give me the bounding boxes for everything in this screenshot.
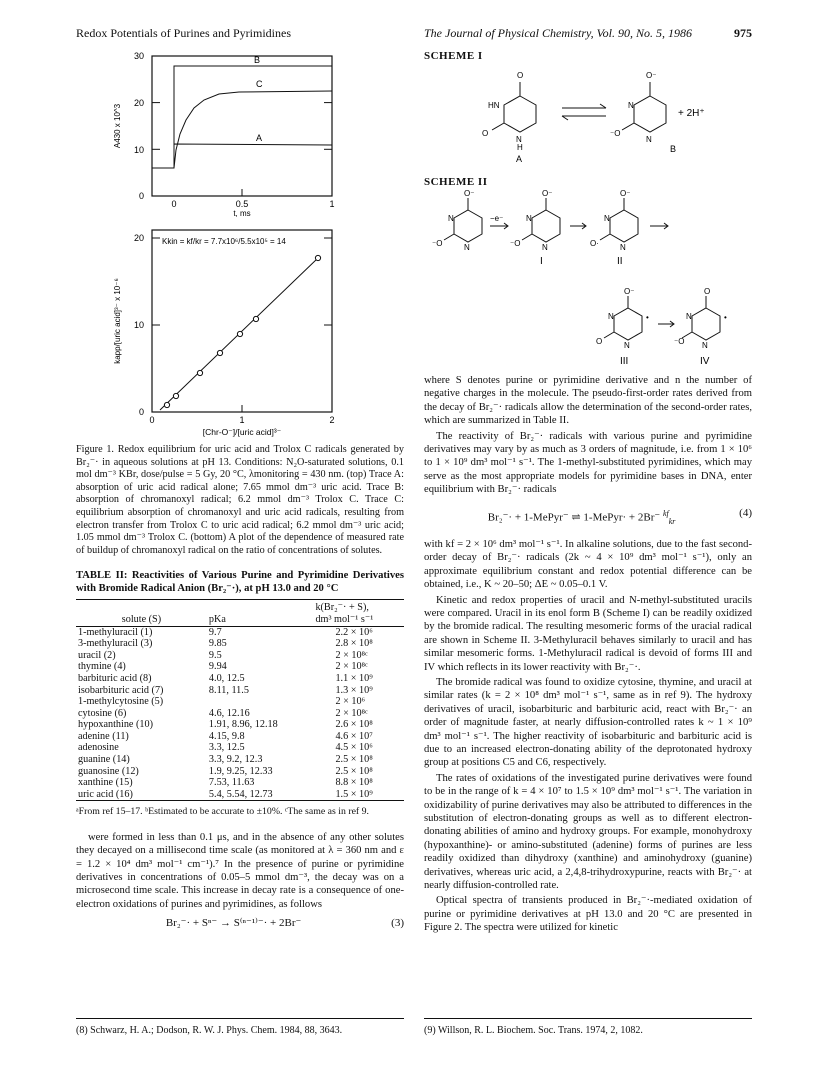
kinetics-annotation: Kkin = kf/kr = 7.7x10⁶/5.5x10⁵ = 14 <box>162 237 286 246</box>
equation-4-formula <box>424 507 739 528</box>
table-cell-pka: 5.4, 5.54, 12.73 <box>207 789 314 801</box>
equation-4-kf: kf <box>662 508 669 518</box>
table-cell-k: 2.5 × 10⁸ <box>335 765 373 777</box>
table-cell-pka <box>207 696 314 708</box>
svg-text:•: • <box>646 313 649 322</box>
footnote-left: (8) Schwarz, H. A.; Dodson, R. W. J. Phys. Chem. 1984, 88, 3643. <box>76 1018 404 1036</box>
svg-text:O: O <box>482 129 489 138</box>
scheme2-label-iv: IV <box>700 356 710 367</box>
equation-4-text: Br₂⁻· + 1-MePyr⁻ ⇌ 1-MePyr· + 2Br⁻ <box>487 511 661 524</box>
equation-3 <box>76 917 404 930</box>
equation-4-kr: kr <box>668 516 676 526</box>
y-tick: 10 <box>133 145 144 155</box>
svg-text:O·: O· <box>590 239 599 248</box>
table-cell-pka: 8.11, 11.5 <box>208 684 249 696</box>
table-cell-k: 1.1 × 10⁹ <box>335 672 373 684</box>
scheme1-label-b: B <box>670 144 677 154</box>
svg-text:⁻O: ⁻O <box>510 239 521 248</box>
svg-text:N: N <box>542 243 548 252</box>
svg-text:N: N <box>464 243 470 252</box>
table-cell-solute: 3-methyluracil (3) <box>78 638 153 650</box>
table2-footnote: ᵃFrom ref 15–17. ᵇEstimated to be accurate to ±10%. ᶜThe same as in ref 9. <box>76 806 369 818</box>
table-row <box>76 719 404 731</box>
trace-label-b: B <box>254 55 261 65</box>
scheme2-label: SCHEME II <box>424 176 488 188</box>
table-cell-k: 2.2 × 10⁶ <box>335 626 373 638</box>
table-row <box>76 638 404 650</box>
y-tick: 0 <box>138 407 144 417</box>
svg-text:N: N <box>448 214 454 223</box>
table-cell-k: 2 × 10⁸ᶜ <box>335 649 368 661</box>
table-header-pka: pKa <box>207 614 314 626</box>
figure1-bottom-panel <box>104 224 354 440</box>
svg-text:N: N <box>686 312 692 321</box>
table-cell-k: 8.8 × 10⁸ <box>335 777 373 789</box>
svg-text:⁻O: ⁻O <box>610 129 621 138</box>
body-paragraph: The rates of oxidations of the investigated purine derivatives were found to be in the range of k = 4 × 10⁷ to 1.5 × 10⁹ dm³ mol⁻¹ s⁻¹. The variation in oxidizability of purine derivatives may also be attributed to differences in the substitution of electron-donating groups as well as to different electron-donating abilities of amino and hydroxy groups. For example, monohydroxy (hypoxanthine)- or amino-substituted (adenine) forms of purines are less readily oxidized than dihydroxy (xanthine) and aminohydroxy (guanine) derivatives, whereas uric acid, a 2,4,8-trihydroxypurine, reacts with Br₂⁻· at nearly diffusion-controlled rate. <box>424 772 752 892</box>
running-header-title: Redox Potentials of Purines and Pyrimidines <box>76 26 291 40</box>
svg-text:O: O <box>596 337 603 346</box>
y-axis-label: kapp/[uric acid]³⁻ x 10⁻⁶ <box>113 278 122 364</box>
table-cell-pka: 1.9, 9.25, 12.33 <box>208 765 273 777</box>
table-cell-k: 2 × 10⁸ᶜ <box>335 661 368 673</box>
figure1-caption: Figure 1. Redox equilibrium for uric acid and Trolox C radicals generated by Br₂⁻· in aqueous solutions at pH 13. Conditions: N₂O-saturated solutions, 0.1 mol dm⁻³ KBr, dose/pulse = 5 Gy, 20 °C, λmonitoring = 430 nm. (top) Trace A: absorption of uric acid radical alone; 7.65 mmol dm⁻³ uric acid. Trace B: absorption of chromanoxyl radical; 6.2 mmol dm⁻³ Trolox C. Trace C: equilibrium absorption of chromanoxyl and uric acid radicals, resulting from electron transfer from Trolox C to uric acid radical; 6.2 mmol dm⁻³ uric acid; 1.05 mmol dm⁻³ Trolox C. (bottom) A plot of the dependence of measured rate of buildup of chromanoxyl radical on the ratio of concentrations of solutes. <box>76 444 404 556</box>
equation-4 <box>424 507 752 528</box>
svg-text:O⁻: O⁻ <box>624 287 635 296</box>
scheme2-label-i: I <box>540 256 543 267</box>
table-cell-k: 1.5 × 10⁹ <box>313 789 404 801</box>
table-cell-pka: 9.5 <box>208 649 222 661</box>
table-cell-solute: xanthine (15) <box>78 777 133 789</box>
scheme1-plus-protons: + 2H⁺ <box>678 108 705 119</box>
running-header-journal <box>424 26 752 41</box>
svg-text:N: N <box>526 214 532 223</box>
body-paragraph: where S denotes purine or pyrimidine derivative and n the number of negative charges in the molecule. The pseudo-first-order rates derived from the decay of Br₂⁻· radicals allow the determination of the second-order rates, which are summarized in Table II. <box>424 375 752 427</box>
equation-4-number: (4) <box>739 506 752 519</box>
x-tick: 1 <box>329 199 335 209</box>
scheme2-label-iii: III <box>620 356 629 367</box>
svg-text:N: N <box>702 341 708 350</box>
svg-text:N: N <box>646 135 652 144</box>
svg-text:N: N <box>516 135 522 144</box>
scheme1-label: SCHEME I <box>424 50 483 62</box>
svg-text:N: N <box>608 312 614 321</box>
right-column <box>424 374 752 937</box>
table-row <box>76 708 404 720</box>
body-paragraph: The reactivity of Br₂⁻· radicals with various purine and pyrimidine derivatives may vary by as much as 3 orders of magnitude, i.e. from 1 × 10⁶ to 1 × 10⁹ dm³ mol⁻¹ s⁻¹. The 1-methyl-substituted pyrimidines, which may serve as the most appropriate models for pyrimidine bases in DNA, enter equilibrium with Br₂⁻· radicals <box>424 430 752 496</box>
svg-text:•: • <box>724 313 727 322</box>
footnote-right: (9) Willson, R. L. Biochem. Soc. Trans. 1974, 2, 1082. <box>424 1018 752 1036</box>
body-paragraph: with kf = 2 × 10⁶ dm³ mol⁻¹ s⁻¹. In alkaline solutions, due to the fast second-order decay of Br₂⁻· radicals (2k ~ 4 × 10⁹ dm³ mol⁻¹ s⁻¹), only an approximate equilibrium constant and redox potential difference can be obtained, i.e., K ~ 20–50; ΔE ~ 0.05–0.1 V. <box>424 538 752 591</box>
y-tick: 10 <box>133 320 144 330</box>
table-row <box>76 777 404 789</box>
table-cell-k: 2 × 10⁸ᶜ <box>335 707 368 719</box>
table-cell-solute: hypoxanthine (10) <box>78 719 153 731</box>
table-cell-pka: 9.94 <box>208 661 227 673</box>
x-tick: 2 <box>329 415 335 425</box>
y-tick: 0 <box>138 191 144 201</box>
figure1-top-panel <box>104 50 354 220</box>
table-cell-pka: 9.7 <box>208 626 222 638</box>
table-cell-solute: adenosine <box>78 742 119 754</box>
scheme2-diagram <box>424 188 752 370</box>
table-cell-k: 4.5 × 10⁶ <box>335 742 373 754</box>
table-cell-pka: 9.85 <box>208 638 227 650</box>
table-row <box>76 626 404 638</box>
table-header-k2: dm³ mol⁻¹ s⁻¹ <box>313 614 404 626</box>
table-row <box>76 685 404 697</box>
table-cell-pka: 4.0, 12.5 <box>208 672 245 684</box>
table-cell-solute: guanosine (12) <box>78 765 139 777</box>
table-header-solute: solute (S) <box>76 614 207 626</box>
trace-label-a: A <box>256 133 263 143</box>
scheme2-label-ii: II <box>617 256 623 267</box>
x-axis-label: t, ms <box>233 209 251 218</box>
svg-text:⁻O: ⁻O <box>674 337 685 346</box>
table-cell-pka: 7.53, 11.63 <box>208 777 255 789</box>
table-cell-solute: 1-methylcytosine (5) <box>78 696 164 708</box>
svg-text:N: N <box>628 101 634 110</box>
table-row <box>76 754 404 766</box>
table-cell-k: 2.5 × 10⁸ <box>335 754 373 766</box>
table2-title: TABLE II: Reactivities of Various Purine and Pyrimidine Derivatives with Bromide Radical Anion (Br₂⁻·), at pH 13.0 and 20 °C <box>76 570 404 595</box>
left-column <box>76 444 404 937</box>
x-tick: 1 <box>239 415 245 425</box>
table-cell-pka: 3.3, 12.5 <box>208 742 245 754</box>
svg-text:O⁻: O⁻ <box>646 71 657 80</box>
table-row <box>76 742 404 754</box>
trace-label-c: C <box>256 79 263 89</box>
svg-text:H: H <box>517 143 523 152</box>
table2 <box>76 599 404 801</box>
minus-electron-label: −e⁻ <box>490 214 504 223</box>
svg-text:N: N <box>604 214 610 223</box>
table-header-k1: k(Br₂⁻· + S), <box>315 602 369 614</box>
table-cell-solute: uric acid (16) <box>76 789 207 801</box>
equation-3-formula: Br₂⁻· + Sⁿ⁻ → S⁽ⁿ⁻¹⁾⁻· + 2Br⁻ <box>165 917 302 930</box>
table-row <box>76 673 404 685</box>
table-row <box>76 789 404 801</box>
svg-text:O⁻: O⁻ <box>620 189 631 198</box>
table-cell-pka: 4.15, 9.8 <box>208 730 245 742</box>
x-axis-label: [Chr-O⁻]/[uric acid]³⁻ <box>202 427 282 437</box>
body-paragraph: Optical spectra of transients produced in Br₂⁻·-mediated oxidation of purine or pyrimidine derivatives at pH 13.0 and 20 °C are presented in Figure 2. The spectra were utilized for kinetic <box>424 895 752 934</box>
table-row <box>76 661 404 673</box>
table-cell-solute: adenine (11) <box>78 730 129 742</box>
body-paragraph: were formed in less than 0.1 μs, and in the absence of any other solutes they decayed on a millisecond time scale (as monitored at λ = 360 nm and ε = 1.2 × 10⁴ dm³ mol⁻¹ cm⁻¹).⁷ In the presence of purine or pyrimidine derivatives in concentrations of 0.05–5 mmol dm⁻³, the decay was on a microsecond time scale. This increase in decay rate is a consequence of one-electron oxidations of purines and pyrimidines, as follows <box>76 831 404 910</box>
table-cell-solute: thymine (4) <box>78 661 126 673</box>
table-cell-k: 1.3 × 10⁹ <box>335 684 373 696</box>
page-number: 975 <box>734 26 752 40</box>
body-paragraph: Kinetic and redox properties of uracil and N-methyl-substituted uracils were compared. Uracil in its enol form B (Scheme I) can be readily oxidized by the bromide radical. The resulting mesomeric forms of the uracial radical are shown in Scheme II. 3-Methyluracil behaves similarly to uracil and has similar mesomeric forms. 1-Methyluracil radical is devoid of forms III and IV which reflects in its lower reactivity with Br₂⁻·. <box>424 594 752 673</box>
journal-citation: The Journal of Physical Chemistry, Vol. 90, No. 5, 1986 <box>424 26 692 40</box>
svg-text:O⁻: O⁻ <box>542 189 553 198</box>
svg-text:O: O <box>704 287 711 296</box>
table-cell-pka: 1.91, 8.96, 12.18 <box>208 719 278 731</box>
table-cell-solute: isobarbituric acid (7) <box>78 684 164 696</box>
svg-text:O⁻: O⁻ <box>464 189 475 198</box>
x-tick: 0 <box>149 415 155 425</box>
table-cell-k: 2 × 10⁶ <box>335 696 366 708</box>
table-cell-solute: 1-methyluracil (1) <box>78 626 153 638</box>
y-tick: 20 <box>133 233 144 243</box>
equation-3-number: (3) <box>391 917 404 930</box>
svg-text:N: N <box>620 243 626 252</box>
table-cell-solute: barbituric acid (8) <box>78 672 152 684</box>
table-cell-solute: guanine (14) <box>78 754 130 766</box>
y-tick: 20 <box>133 98 144 108</box>
svg-text:O: O <box>517 71 524 80</box>
x-tick: 0.5 <box>235 199 249 209</box>
table-row <box>76 696 404 708</box>
table-cell-solute: uracil (2) <box>78 649 116 661</box>
table-cell-solute: cytosine (6) <box>78 707 127 719</box>
table-cell-pka: 3.3, 9.2, 12.3 <box>208 754 263 766</box>
table-cell-k: 2.6 × 10⁸ <box>335 719 373 731</box>
y-tick: 30 <box>133 51 144 61</box>
y-axis-label: A430 x 10^3 <box>113 103 122 149</box>
x-tick: 0 <box>171 199 177 209</box>
scheme1-label-a: A <box>516 154 523 164</box>
table-row <box>76 650 404 662</box>
scheme1-diagram <box>470 64 740 166</box>
svg-text:N: N <box>624 341 630 350</box>
table-row <box>76 731 404 743</box>
table-cell-k: 2.8 × 10⁸ <box>335 638 373 650</box>
body-paragraph: The bromide radical was found to oxidize cytosine, thymine, and uracil at similar rates (k = 2 × 10⁸ dm³ mol⁻¹ s⁻¹, same as in ref 9). The hydroxy derivatives of uracil, isobarbituric and barbituric acid, react with Br₂⁻· an order of magnitude faster, at nearly diffusion-controlled rates k ~ 1 × 10⁹ dm³ mol⁻¹ s⁻¹. The higher reactivity of isobarbituric and barbituric acid is due to an increased electron-donating ability of the deprotonated hydroxy group at positions C5 and C6, respectively. <box>424 676 752 769</box>
table-cell-pka: 4.6, 12.16 <box>208 707 250 719</box>
table-row <box>76 766 404 778</box>
svg-text:⁻O: ⁻O <box>432 239 443 248</box>
table-cell-k: 4.6 × 10⁷ <box>335 730 373 742</box>
svg-text:HN: HN <box>488 101 500 110</box>
